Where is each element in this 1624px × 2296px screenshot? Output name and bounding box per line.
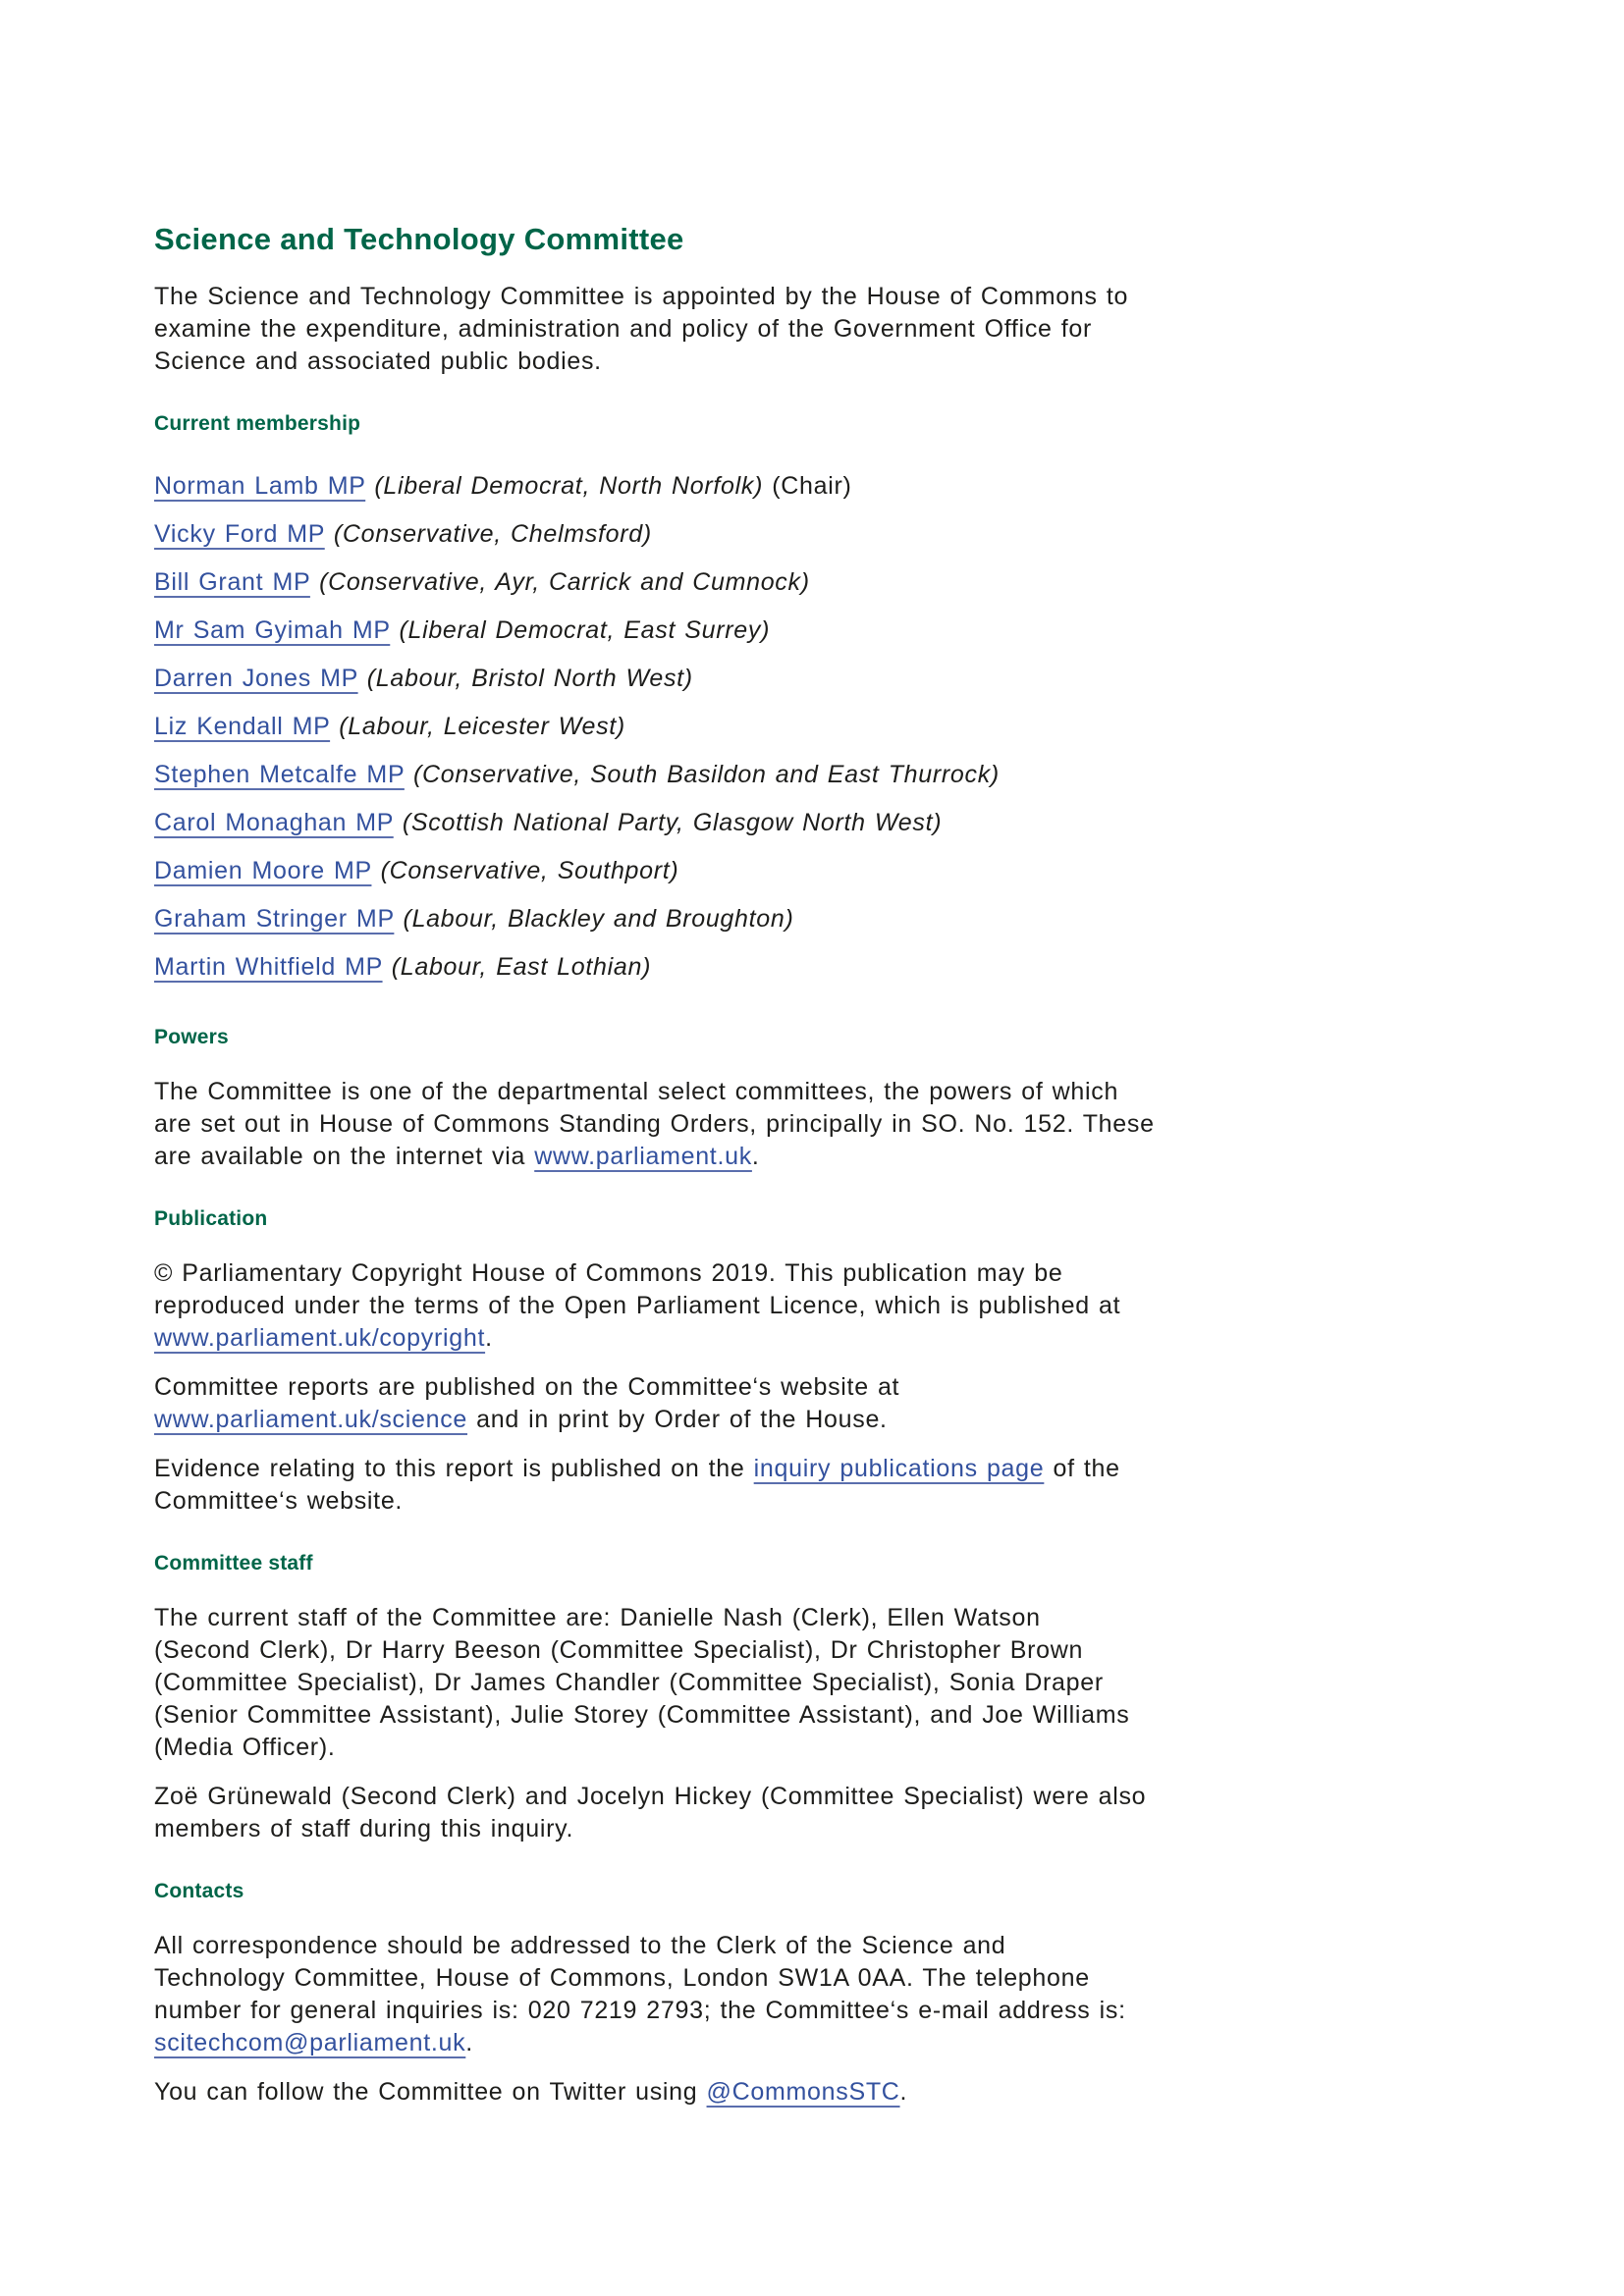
member-party: (Liberal Democrat, North Norfolk) xyxy=(374,472,764,500)
member-party: (Conservative, Southport) xyxy=(380,857,679,884)
staff-paragraph-current xyxy=(154,1602,1313,1764)
text-segment: Science and associated public bodies. xyxy=(154,347,602,375)
text-segment: of the xyxy=(1044,1455,1120,1482)
section-heading-current-membership: Current membership xyxy=(154,412,361,435)
member-party: (Labour, East Lothian) xyxy=(391,953,652,981)
text-segment: The Science and Technology Committee is appointed by the House of Commons to xyxy=(154,283,1129,310)
intro-paragraph xyxy=(154,281,1313,378)
member-link-norman-lamb[interactable]: Norman Lamb MP xyxy=(154,472,366,500)
member-party: (Labour, Bristol North West) xyxy=(366,665,693,692)
member-row xyxy=(154,607,1313,655)
text-segment: (Second Clerk), Dr Harry Beeson (Committee Specialist), Dr Christopher Brown xyxy=(154,1636,1084,1664)
parliament-uk-link[interactable]: www.parliament.uk xyxy=(534,1143,752,1170)
text-segment: Technology Committee, House of Commons, London SW1A 0AA. The telephone xyxy=(154,1964,1090,1992)
section-heading-contacts: Contacts xyxy=(154,1880,244,1902)
text-segment: Evidence relating to this report is published on the xyxy=(154,1455,754,1482)
member-link-liz-kendall[interactable]: Liz Kendall MP xyxy=(154,713,331,740)
member-party: (Labour, Leicester West) xyxy=(339,713,625,740)
member-link-damien-moore[interactable]: Damien Moore MP xyxy=(154,857,372,884)
text-segment: . xyxy=(899,2078,908,2106)
text-segment: The Committee is one of the departmental select committees, the powers of which xyxy=(154,1078,1119,1105)
staff-paragraph-former xyxy=(154,1781,1313,1845)
member-link-darren-jones[interactable]: Darren Jones MP xyxy=(154,665,358,692)
members-list xyxy=(154,462,1313,991)
member-row xyxy=(154,462,1313,510)
section-heading-publication: Publication xyxy=(154,1207,268,1230)
text-segment: (Senior Committee Assistant), Julie Storey (Committee Assistant), and Joe Williams xyxy=(154,1701,1130,1729)
publication-paragraph-copyright xyxy=(154,1257,1313,1355)
text-segment: are set out in House of Commons Standing Orders, principally in SO. No. 152. These xyxy=(154,1110,1155,1138)
powers-paragraph xyxy=(154,1076,1313,1173)
member-party: (Liberal Democrat, East Surrey) xyxy=(399,616,771,644)
contacts-paragraph-address xyxy=(154,1930,1313,2059)
member-link-graham-stringer[interactable]: Graham Stringer MP xyxy=(154,905,395,933)
publication-paragraph-evidence xyxy=(154,1453,1313,1518)
member-row xyxy=(154,799,1313,847)
member-link-carol-monaghan[interactable]: Carol Monaghan MP xyxy=(154,809,394,836)
science-website-link[interactable]: www.parliament.uk/science xyxy=(154,1406,468,1433)
member-row xyxy=(154,943,1313,991)
text-segment: are available on the internet via xyxy=(154,1143,535,1170)
member-party: (Labour, Blackley and Broughton) xyxy=(403,905,794,933)
email-link[interactable]: scitechcom@parliament.uk xyxy=(154,2029,466,2056)
text-segment: Zoë Grünewald (Second Clerk) and Jocelyn Hickey (Committee Specialist) were also xyxy=(154,1783,1147,1810)
text-segment: . xyxy=(485,1324,493,1352)
text-segment: Committee‘s website. xyxy=(154,1487,404,1515)
text-segment: (Media Officer). xyxy=(154,1734,336,1761)
text-segment: The current staff of the Committee are: Danielle Nash (Clerk), Ellen Watson xyxy=(154,1604,1041,1631)
text-segment: and in print by Order of the House. xyxy=(467,1406,888,1433)
section-heading-committee-staff: Committee staff xyxy=(154,1552,313,1575)
text-segment: (Committee Specialist), Dr James Chandler (Committee Specialist), Sonia Draper xyxy=(154,1669,1104,1696)
copyright-link[interactable]: www.parliament.uk/copyright xyxy=(154,1324,486,1352)
member-party: (Conservative, South Basildon and East Thurrock) xyxy=(413,761,1000,788)
member-link-sam-gyimah[interactable]: Mr Sam Gyimah MP xyxy=(154,616,391,644)
member-party: (Scottish National Party, Glasgow North West) xyxy=(402,809,943,836)
publication-paragraph-reports xyxy=(154,1371,1313,1436)
member-link-martin-whitfield[interactable]: Martin Whitfield MP xyxy=(154,953,383,981)
member-link-vicky-ford[interactable]: Vicky Ford MP xyxy=(154,520,325,548)
member-party: (Conservative, Ayr, Carrick and Cumnock) xyxy=(319,568,810,596)
member-row xyxy=(154,703,1313,751)
text-segment: examine the expenditure, administration and policy of the Government Office for xyxy=(154,315,1093,343)
member-note: (Chair) xyxy=(772,472,852,500)
member-row xyxy=(154,510,1313,559)
member-row xyxy=(154,655,1313,703)
text-segment: © Parliamentary Copyright House of Commons 2019. This publication may be xyxy=(154,1259,1063,1287)
member-link-bill-grant[interactable]: Bill Grant MP xyxy=(154,568,310,596)
member-row xyxy=(154,895,1313,943)
member-row xyxy=(154,751,1313,799)
section-heading-powers: Powers xyxy=(154,1026,229,1048)
member-party: (Conservative, Chelmsford) xyxy=(333,520,652,548)
member-row xyxy=(154,847,1313,895)
text-segment: reproduced under the terms of the Open Parliament Licence, which is published at xyxy=(154,1292,1121,1319)
inquiry-publications-link[interactable]: inquiry publications page xyxy=(753,1455,1045,1482)
member-row xyxy=(154,559,1313,607)
text-segment: All correspondence should be addressed to the Clerk of the Science and xyxy=(154,1932,1006,1959)
page-title: Science and Technology Committee xyxy=(154,222,684,256)
member-link-stephen-metcalfe[interactable]: Stephen Metcalfe MP xyxy=(154,761,405,788)
text-segment: You can follow the Committee on Twitter using xyxy=(154,2078,707,2106)
contacts-paragraph-twitter xyxy=(154,2076,1313,2109)
page-content xyxy=(154,222,1313,2125)
text-segment: . xyxy=(465,2029,473,2056)
text-segment: Committee reports are published on the Committee‘s website at xyxy=(154,1373,900,1401)
text-segment: . xyxy=(751,1143,760,1170)
text-segment: number for general inquiries is: 020 7219 2793; the Committee‘s e-mail address is: xyxy=(154,1997,1126,2024)
twitter-handle-link[interactable]: @CommonsSTC xyxy=(706,2078,900,2106)
text-segment: members of staff during this inquiry. xyxy=(154,1815,574,1842)
